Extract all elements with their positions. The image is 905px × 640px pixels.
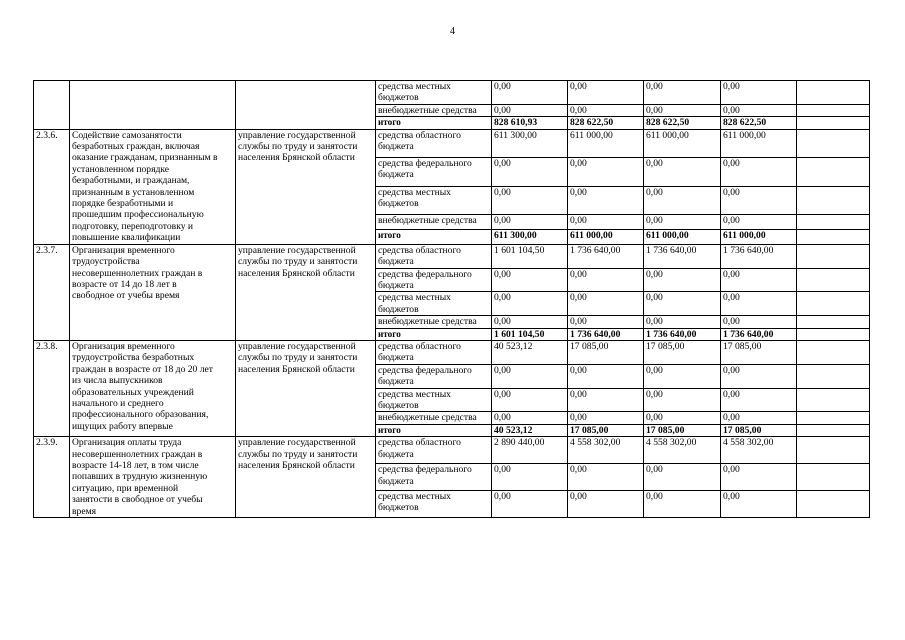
- section-code: 2.3.9.: [34, 437, 70, 518]
- funding-source-cell: средства местных бюджетов: [376, 491, 492, 518]
- amount-cell: 17 085,00: [721, 340, 797, 364]
- amount-cell: 17 085,00: [568, 424, 644, 436]
- amount-cell: 0,00: [492, 491, 568, 518]
- page-number: 4: [450, 26, 455, 37]
- amount-cell: 0,00: [644, 186, 721, 214]
- amount-cell: 1 736 640,00: [721, 244, 797, 268]
- amount-cell: 0,00: [644, 214, 721, 229]
- table-row: [34, 340, 870, 364]
- amount-cell: 0,00: [568, 364, 644, 388]
- amount-cell: 17 085,00: [568, 340, 644, 364]
- amount-cell: 1 736 640,00: [568, 328, 644, 340]
- funding-source-cell: итого: [376, 229, 492, 244]
- section-executor: управление государственной службы по труду и занятости населения Брянской области: [236, 244, 376, 340]
- amount-cell: 828 622,50: [721, 117, 797, 129]
- amount-cell: 0,00: [721, 364, 797, 388]
- amount-cell: 4 558 302,00: [721, 437, 797, 464]
- amount-cell: 0,00: [492, 412, 568, 424]
- amount-cell: 0,00: [721, 292, 797, 316]
- amount-cell: 0,00: [644, 268, 721, 292]
- funding-source-cell: средства областного бюджета: [376, 129, 492, 157]
- amount-cell: 0,00: [568, 81, 644, 105]
- empty-cell: [797, 424, 870, 436]
- section-title: Организация оплаты труда несовершеннолетних граждан в возрасте 14-18 лет, в том числе попавших в трудную жизненную ситуацию, при временной занятости в свободное от учебы время: [70, 437, 236, 518]
- funding-source-cell: итого: [376, 117, 492, 129]
- amount-cell: 0,00: [568, 316, 644, 328]
- empty-cell: [797, 268, 870, 292]
- amount-cell: 0,00: [721, 412, 797, 424]
- funding-source-cell: средства местных бюджетов: [376, 186, 492, 214]
- empty-cell: [797, 186, 870, 214]
- section-code: 2.3.8.: [34, 340, 70, 436]
- amount-cell: 0,00: [721, 268, 797, 292]
- amount-cell: 0,00: [644, 158, 721, 186]
- amount-cell: 1 736 640,00: [568, 244, 644, 268]
- amount-cell: 0,00: [492, 81, 568, 105]
- empty-cell: [797, 158, 870, 186]
- funding-source-cell: средства областного бюджета: [376, 437, 492, 464]
- amount-cell: 40 523,12: [492, 340, 568, 364]
- amount-cell: 0,00: [721, 104, 797, 116]
- funding-source-cell: средства областного бюджета: [376, 340, 492, 364]
- amount-cell: 611 300,00: [492, 129, 568, 157]
- amount-cell: 611 000,00: [568, 229, 644, 244]
- amount-cell: 0,00: [644, 412, 721, 424]
- amount-cell: 0,00: [568, 268, 644, 292]
- amount-cell: 0,00: [568, 104, 644, 116]
- amount-cell: 0,00: [492, 292, 568, 316]
- funding-source-cell: средства областного бюджета: [376, 244, 492, 268]
- amount-cell: 0,00: [568, 158, 644, 186]
- section-executor: управление государственной службы по труду и занятости населения Брянской области: [236, 437, 376, 518]
- empty-cell: [797, 364, 870, 388]
- amount-cell: 828 610,93: [492, 117, 568, 129]
- empty-cell: [797, 388, 870, 412]
- amount-cell: 0,00: [568, 214, 644, 229]
- amount-cell: 611 300,00: [492, 229, 568, 244]
- table-row: [34, 437, 870, 464]
- table-row: [34, 81, 870, 105]
- amount-cell: 0,00: [568, 292, 644, 316]
- measure-title-cell: [70, 81, 236, 130]
- amount-cell: 0,00: [721, 316, 797, 328]
- amount-cell: 611 000,00: [568, 129, 644, 157]
- table-row: [34, 129, 870, 157]
- amount-cell: 0,00: [721, 158, 797, 186]
- amount-cell: 611 000,00: [644, 129, 721, 157]
- funding-source-cell: внебюджетные средства: [376, 412, 492, 424]
- amount-cell: 0,00: [644, 104, 721, 116]
- amount-cell: 40 523,12: [492, 424, 568, 436]
- amount-cell: 1 601 104,50: [492, 328, 568, 340]
- amount-cell: 0,00: [644, 364, 721, 388]
- empty-cell: [797, 214, 870, 229]
- amount-cell: 0,00: [644, 491, 721, 518]
- empty-cell: [797, 437, 870, 464]
- amount-cell: 0,00: [568, 388, 644, 412]
- amount-cell: 1 736 640,00: [644, 328, 721, 340]
- amount-cell: 828 622,50: [644, 117, 721, 129]
- table-body: [34, 81, 870, 518]
- funding-source-cell: средства федерального бюджета: [376, 158, 492, 186]
- amount-cell: 0,00: [492, 316, 568, 328]
- funding-source-cell: средства местных бюджетов: [376, 81, 492, 105]
- funding-source-cell: средства местных бюджетов: [376, 388, 492, 412]
- amount-cell: 1 736 640,00: [644, 244, 721, 268]
- amount-cell: 0,00: [492, 186, 568, 214]
- empty-cell: [797, 491, 870, 518]
- funding-source-cell: средства федерального бюджета: [376, 364, 492, 388]
- amount-cell: 0,00: [492, 388, 568, 412]
- amount-cell: 0,00: [492, 158, 568, 186]
- amount-cell: 17 085,00: [721, 424, 797, 436]
- amount-cell: 1 601 104,50: [492, 244, 568, 268]
- empty-cell: [797, 129, 870, 157]
- section-code: 2.3.7.: [34, 244, 70, 340]
- section-executor: управление государственной службы по труду и занятости населения Брянской области: [236, 340, 376, 436]
- amount-cell: 0,00: [644, 292, 721, 316]
- funding-source-cell: средства местных бюджетов: [376, 292, 492, 316]
- amount-cell: 0,00: [644, 316, 721, 328]
- empty-cell: [797, 464, 870, 491]
- empty-cell: [797, 81, 870, 105]
- amount-cell: 0,00: [492, 464, 568, 491]
- amount-cell: 0,00: [492, 364, 568, 388]
- amount-cell: 4 558 302,00: [644, 437, 721, 464]
- amount-cell: 0,00: [721, 81, 797, 105]
- funding-source-cell: внебюджетные средства: [376, 316, 492, 328]
- budget-table: [33, 80, 870, 518]
- funding-source-cell: итого: [376, 328, 492, 340]
- amount-cell: 0,00: [492, 268, 568, 292]
- empty-cell: [797, 328, 870, 340]
- amount-cell: 0,00: [644, 464, 721, 491]
- section-title: Организация временного трудоустройства несовершеннолетних граждан в возрасте от 14 до 18 лет в свободное от учебы время: [70, 244, 236, 340]
- amount-cell: 0,00: [568, 491, 644, 518]
- amount-cell: 828 622,50: [568, 117, 644, 129]
- section-executor: управление государственной службы по труду и занятости населения Брянской области: [236, 129, 376, 244]
- empty-cell: [797, 104, 870, 116]
- table-row: [34, 244, 870, 268]
- funding-source-cell: средства федерального бюджета: [376, 268, 492, 292]
- amount-cell: 0,00: [721, 464, 797, 491]
- amount-cell: 0,00: [568, 464, 644, 491]
- amount-cell: 611 000,00: [721, 129, 797, 157]
- funding-source-cell: внебюджетные средства: [376, 104, 492, 116]
- empty-cell: [797, 229, 870, 244]
- empty-cell: [797, 412, 870, 424]
- empty-cell: [797, 292, 870, 316]
- code-cell: [34, 81, 70, 130]
- amount-cell: 0,00: [644, 81, 721, 105]
- amount-cell: 4 558 302,00: [568, 437, 644, 464]
- funding-source-cell: внебюджетные средства: [376, 214, 492, 229]
- amount-cell: 611 000,00: [721, 229, 797, 244]
- section-title: Содействие самозанятости безработных граждан, включая оказание гражданам, признанным в установленном порядке безработными, и гражданам, признанным в установленном порядке безработными и прошедшим профессиональную подготовку, переподготовку и повышение квалификации: [70, 129, 236, 244]
- amount-cell: 0,00: [721, 491, 797, 518]
- funding-source-cell: итого: [376, 424, 492, 436]
- funding-source-cell: средства федерального бюджета: [376, 464, 492, 491]
- empty-cell: [797, 316, 870, 328]
- executor-cell: [236, 81, 376, 130]
- empty-cell: [797, 244, 870, 268]
- amount-cell: 0,00: [721, 186, 797, 214]
- section-title: Организация временного трудоустройства безработных граждан в возрасте от 18 до 20 лет из числа выпускников образовательных учреждений начального и среднего профессионального образования, ищущих работу впервые: [70, 340, 236, 436]
- amount-cell: 0,00: [721, 388, 797, 412]
- section-code: 2.3.6.: [34, 129, 70, 244]
- amount-cell: 611 000,00: [644, 229, 721, 244]
- empty-cell: [797, 117, 870, 129]
- amount-cell: 0,00: [721, 214, 797, 229]
- amount-cell: 0,00: [644, 388, 721, 412]
- amount-cell: 1 736 640,00: [721, 328, 797, 340]
- amount-cell: 2 890 440,00: [492, 437, 568, 464]
- amount-cell: 0,00: [492, 104, 568, 116]
- amount-cell: 0,00: [568, 412, 644, 424]
- empty-cell: [797, 340, 870, 364]
- amount-cell: 0,00: [568, 186, 644, 214]
- amount-cell: 17 085,00: [644, 340, 721, 364]
- amount-cell: 0,00: [492, 214, 568, 229]
- amount-cell: 17 085,00: [644, 424, 721, 436]
